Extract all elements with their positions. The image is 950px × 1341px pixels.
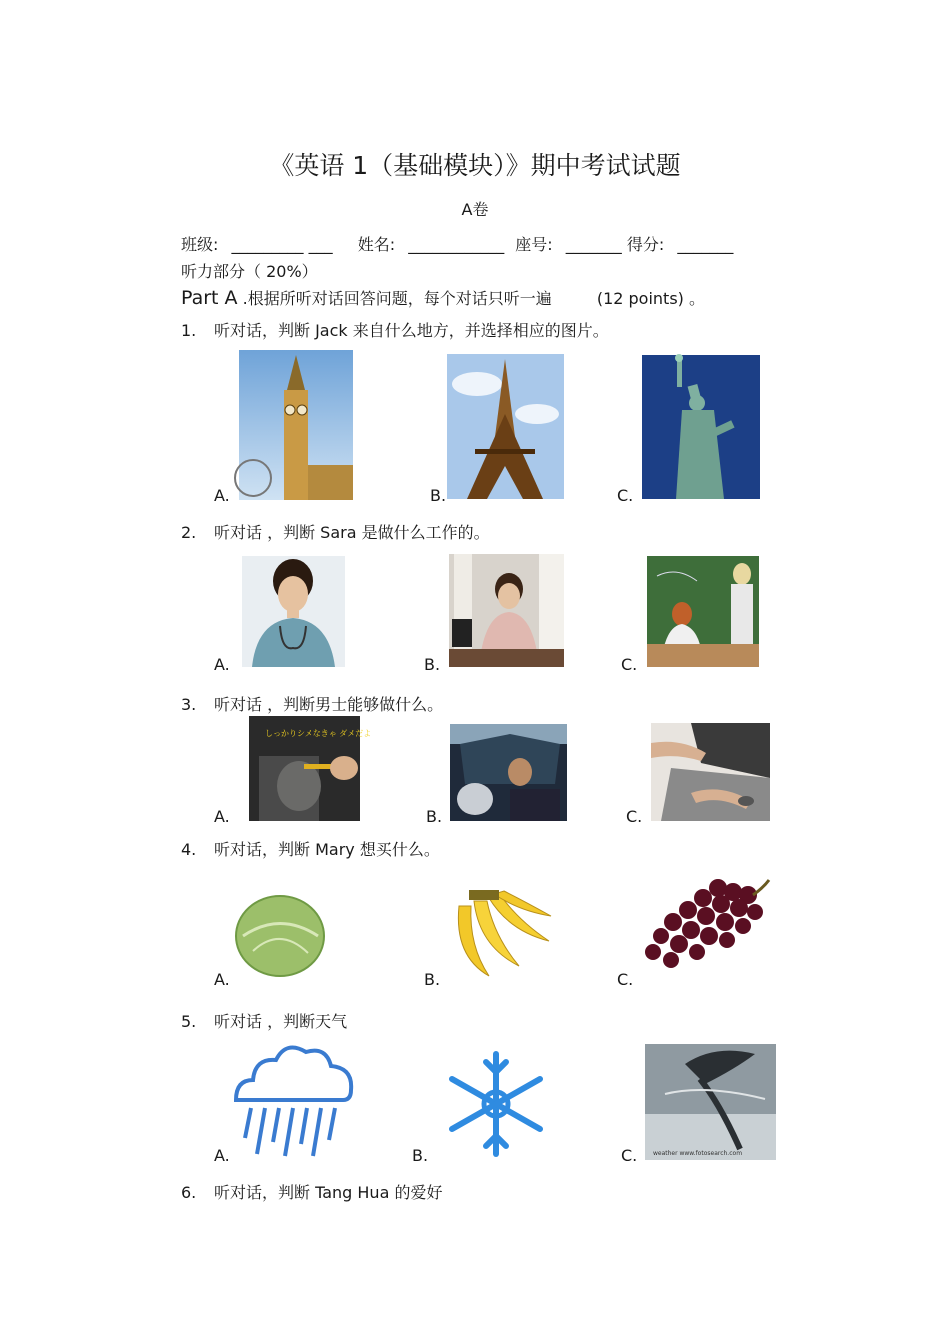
big-ben-image[interactable] [239, 350, 353, 500]
part-a-instruction: .根据所听对话回答问题，每个对话只听一遍 [242, 289, 552, 308]
name-label: 姓名: [357, 235, 396, 254]
seat-blank: _______ [565, 235, 622, 254]
snowflake-image[interactable] [438, 1048, 554, 1160]
question-number: 4. [181, 840, 197, 859]
cabbage-image[interactable] [233, 891, 328, 981]
part-a-heading [181, 286, 705, 309]
option-a-label: A. [214, 970, 230, 989]
rain-image[interactable] [231, 1038, 356, 1160]
question-text: 听对话，判断 Mary 想买什么。 [214, 840, 440, 859]
question-number: 1. [181, 321, 197, 340]
repair-image[interactable] [249, 716, 372, 821]
exam-title: 《英语 1（基础模块）》期中考试试题 [269, 151, 681, 180]
listening-section-label: 听力部分（ 20%） [181, 262, 318, 281]
storm-image[interactable] [645, 1044, 776, 1160]
question-6 [181, 1180, 442, 1203]
bananas-image[interactable] [449, 886, 556, 981]
exam-subtitle: A卷 [461, 200, 489, 219]
score-label: 得分: [626, 235, 665, 254]
question-2 [181, 520, 490, 543]
storm-caption: weather www.fotosearch.com [653, 1150, 743, 1157]
class-label: 班级: [181, 235, 219, 254]
option-b-label: B. [426, 807, 443, 826]
option-b-label: B. [424, 970, 441, 989]
part-a-label: Part A [181, 287, 238, 309]
option-a-label: A. [214, 655, 230, 674]
question-number: 3. [181, 695, 197, 714]
question-text: 听对话，判断 Jack 来自什么地方，并选择相应的图片。 [214, 321, 609, 340]
question-3 [181, 692, 443, 715]
statue-of-liberty-image[interactable] [642, 355, 760, 499]
question-text: 听对话，判断 Tang Hua 的爱好 [214, 1183, 443, 1202]
part-a-points: (12 points) 。 [596, 289, 705, 308]
option-c-label: C. [621, 1146, 638, 1165]
question-number: 5. [181, 1012, 197, 1031]
option-b-label: B. [430, 486, 447, 505]
driver-image[interactable] [450, 724, 567, 821]
option-c-label: C. [626, 807, 643, 826]
question-4 [181, 837, 440, 860]
office-worker-image[interactable] [449, 554, 564, 667]
repair-caption: しっかりシメなきゃ ダメだよ [265, 729, 372, 738]
option-b-label: B. [424, 655, 441, 674]
option-c-label: C. [617, 486, 634, 505]
option-a-label: A. [214, 1146, 230, 1165]
question-5 [181, 1009, 347, 1032]
question-1 [181, 318, 609, 341]
question-text: 听对话 ，判断天气 [214, 1012, 348, 1031]
option-c-label: C. [621, 655, 638, 674]
student-info-line [181, 232, 733, 255]
option-b-label: B. [412, 1146, 429, 1165]
question-text: 听对话 ，判断 Sara 是做什么工作的。 [214, 523, 490, 542]
typing-image[interactable] [651, 723, 770, 821]
seat-label: 座号: [515, 235, 553, 254]
grapes-image[interactable] [633, 870, 774, 981]
teacher-image[interactable] [647, 556, 759, 667]
option-a-label: A. [214, 486, 230, 505]
question-number: 2. [181, 523, 197, 542]
name-blank: ____________ [408, 235, 505, 254]
eiffel-tower-image[interactable] [447, 354, 564, 499]
question-text: 听对话 ，判断男士能够做什么。 [214, 695, 444, 714]
score-blank: _______ [677, 235, 734, 254]
nurse-image[interactable] [242, 556, 345, 667]
option-c-label: C. [617, 970, 634, 989]
question-number: 6. [181, 1183, 197, 1202]
class-blank: _________ ___ [231, 235, 333, 254]
option-a-label: A. [214, 807, 230, 826]
